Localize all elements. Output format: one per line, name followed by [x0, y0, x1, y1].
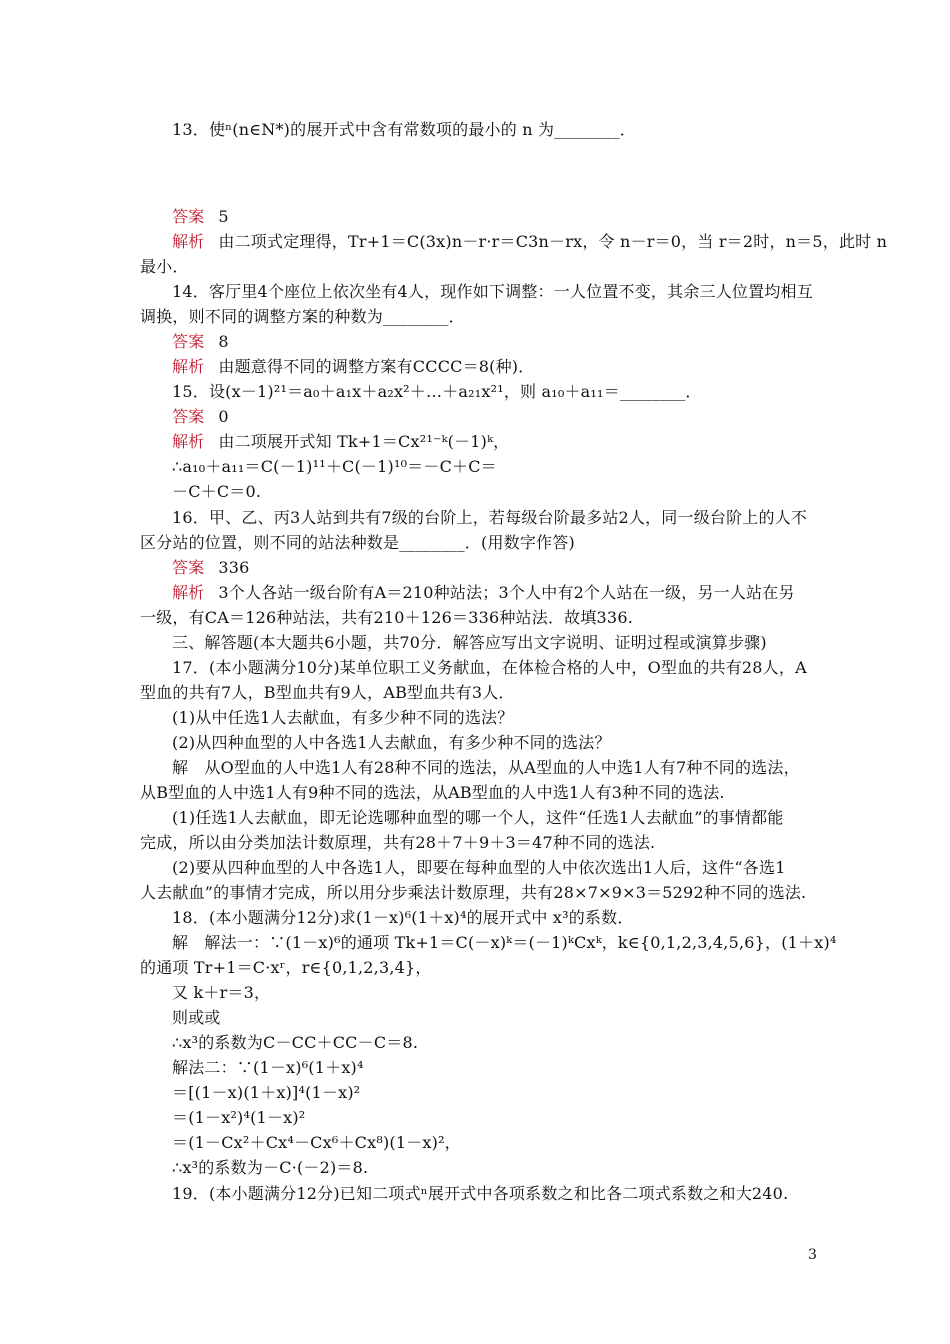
text-line: 14．客厅里4个座位上依次坐有4人，现作如下调整：一人位置不变，其余三人位置均相互	[172, 282, 813, 301]
line-text: 由二项展开式知 Tk+1＝Cx²¹⁻ᵏ(－1)ᵏ，	[218, 432, 510, 451]
text-line: 型血的共有7人，B型血共有9人，AB型血共有3人．	[140, 683, 515, 702]
text-line: 解 解法一：∵(1－x)⁶的通项 Tk+1＝C(－x)ᵏ＝(－1)ᵏCxᵏ，k∈{0,1,2,3,4,5,6}，(1＋x)⁴	[172, 933, 837, 952]
text-line: 13．使ⁿ(n∈N*)的展开式中含有常数项的最小的 n 为________．	[172, 120, 636, 139]
text-line: 解 从O型血的人中选1人有28种不同的选法，从A型血的人中选1人有7种不同的选法，	[172, 758, 800, 777]
line-label: 解析	[172, 232, 205, 251]
page-number: 3	[808, 1247, 817, 1263]
line-text: 由二项式定理得，Tr+1＝C(3x)n－r·r＝C3n－rx，令 n－r＝0，当 r＝2时，n＝5，此时 n	[218, 232, 888, 251]
text-line: 15．设(x－1)²¹＝a₀＋a₁x＋a₂x²＋…＋a₂₁x²¹，则 a₁₀＋a₁₁＝________．	[172, 382, 702, 401]
text-line: 调换，则不同的调整方案的种数为________．	[140, 307, 465, 326]
text-line: 完成，所以由分类加法计数原理，共有28＋7＋9＋3＝47种不同的选法.	[140, 833, 656, 852]
text-line: ＝(1－Cx²＋Cx⁴－Cx⁶＋Cx⁸)(1－x)²，	[172, 1133, 461, 1152]
line-text: 由题意得不同的调整方案有CCCC＝8(种)．	[218, 357, 535, 376]
text-line: (1)任选1人去献血，即无论选哪种血型的哪一个人，这件“任选1人去献血”的事情都能	[172, 808, 784, 827]
line-label: 解析	[172, 583, 205, 602]
line-label: 答案	[172, 407, 205, 426]
text-line: (2)要从四种血型的人中各选1人，即要在每种血型的人中依次选出1人后，这件“各选1	[172, 858, 786, 877]
solution-line	[172, 430, 852, 454]
text-line: ∴a₁₀＋a₁₁＝C(－1)¹¹＋C(－1)¹⁰＝－C＋C＝	[172, 457, 497, 476]
solution-line	[172, 330, 852, 354]
line-label: 解析	[172, 432, 205, 451]
line-text: 5	[218, 207, 229, 226]
solution-line	[172, 230, 888, 254]
text-line: 人去献血”的事情才完成，所以用分步乘法计数原理，共有28×7×9×3＝5292种不同的选法.	[140, 883, 807, 902]
text-line: 解法二：∵(1－x)⁶(1＋x)⁴	[172, 1058, 364, 1077]
text-line: 一级，有CA＝126种站法，共有210＋126＝336种站法．故填336.	[140, 608, 633, 627]
text-line: 18．(本小题满分12分)求(1－x)⁶(1＋x)⁴的展开式中 x³的系数．	[172, 908, 634, 927]
text-line: －C＋C＝0.	[172, 482, 262, 501]
text-line: ＝[(1－x)(1＋x)]⁴(1－x)²	[172, 1083, 361, 1102]
solution-line	[172, 556, 852, 580]
line-label: 答案	[172, 207, 205, 226]
line-label: 答案	[172, 332, 205, 351]
solution-line	[172, 581, 852, 605]
line-label: 答案	[172, 558, 205, 577]
text-line: 三、解答题(本大题共6小题，共70分．解答应写出文字说明、证明过程或演算步骤)	[172, 633, 767, 652]
text-line: 最小．	[140, 257, 189, 276]
text-line: (2)从四种血型的人中各选1人去献血，有多少种不同的选法？	[172, 733, 611, 752]
text-line: (1)从中任选1人去献血，有多少种不同的选法？	[172, 708, 514, 727]
line-text: 3个人各站一级台阶有A＝210种站法；3个人中有2个人站在一级，另一人站在另	[218, 583, 795, 602]
text-line: 19．(本小题满分12分)已知二项式ⁿ展开式中各项系数之和比各二项式系数之和大240.	[172, 1184, 789, 1203]
text-line: ∴x³的系数为－C·(－2)＝8.	[172, 1158, 369, 1177]
text-line: 区分站的位置，则不同的站法种数是________．(用数字作答)	[140, 533, 575, 552]
text-line: 16．甲、乙、丙3人站到共有7级的台阶上，若每级台阶最多站2人，同一级台阶上的人不	[172, 508, 808, 527]
line-text: 8	[218, 332, 229, 351]
text-line: ＝(1－x²)⁴(1－x)²	[172, 1108, 306, 1127]
text-line: 的通项 Tr+1＝C·xʳ，r∈{0,1,2,3,4}，	[140, 958, 432, 977]
text-line: 从B型血的人中选1人有9种不同的选法，从AB型血的人中选1人有3种不同的选法.	[140, 783, 725, 802]
line-text: 0	[218, 407, 229, 426]
line-label: 解析	[172, 357, 205, 376]
text-line: 又 k＋r＝3，	[172, 983, 271, 1002]
solution-line	[172, 205, 852, 229]
solution-line	[172, 405, 852, 429]
text-line: 17．(本小题满分10分)某单位职工义务献血，在体检合格的人中，O型血的共有28人，A	[172, 658, 807, 677]
text-line: 则或或	[172, 1008, 221, 1027]
line-text: 336	[218, 558, 250, 577]
solution-line	[172, 355, 852, 379]
text-line: ∴x³的系数为C－CC＋CC－C＝8.	[172, 1033, 419, 1052]
